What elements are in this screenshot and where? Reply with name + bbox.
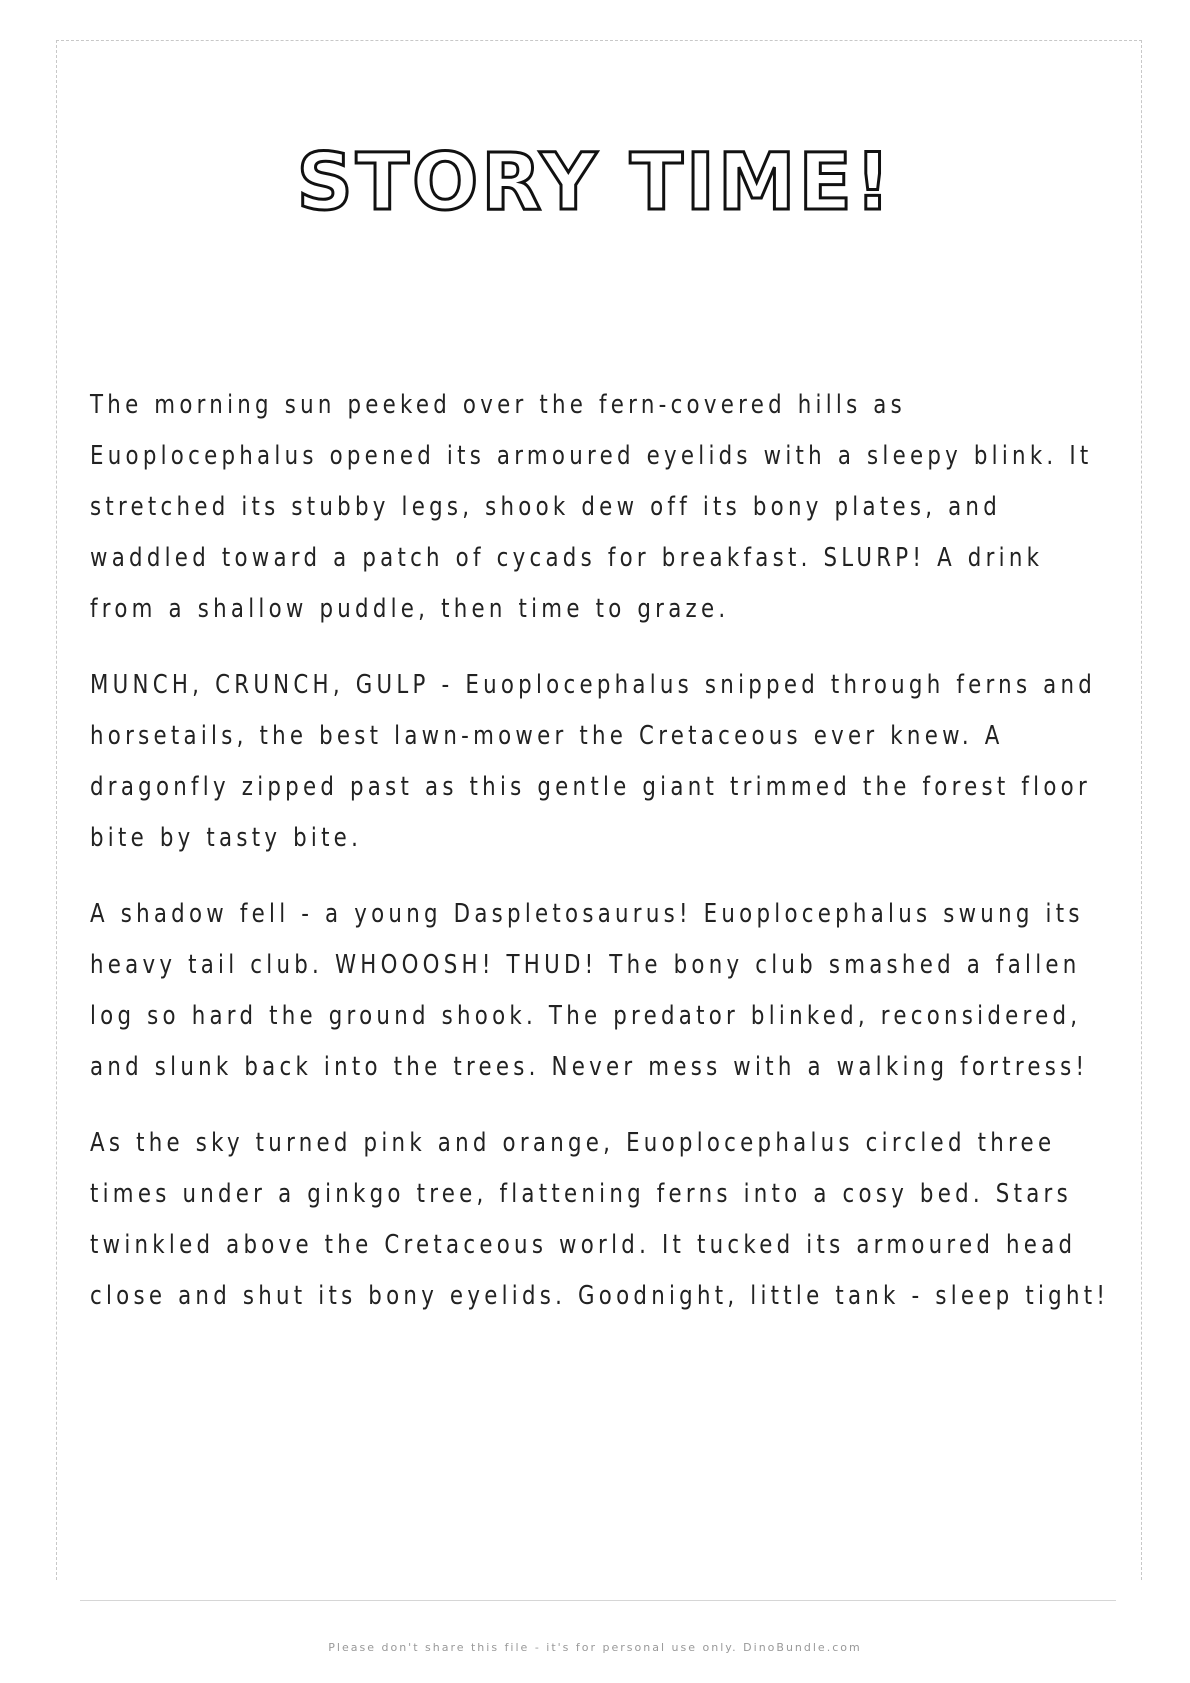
story-paragraph-4: As the sky turned pink and orange, Euoplocephalus circled three times under a ginkgo tree, flattening ferns into a cosy bed. Stars twinkled above the Cretaceous world. It tucked its armoured head close and shut its bony eyelids. Goodnight, little tank - sleep tight! (90, 1128, 1110, 1311)
story-paragraph-3: A shadow fell - a young Daspletosaurus! Euoplocephalus swung its heavy tail club. WHOOOSH! THUD! The bony club smashed a fallen log so hard the ground shook. The predator blinked, reconsidered, and slunk back into the trees. Never mess with a walking fortress! (90, 899, 1089, 1082)
page-title: STORY TIME! (296, 138, 894, 229)
footer-divider (80, 1600, 1116, 1601)
story-paragraph-1: The morning sun peeked over the fern-covered hills as Euoplocephalus opened its armoured eyelids with a sleepy blink. It stretched its stubby legs, shook dew off its bony plates, and waddled toward a patch of cycads for breakfast. SLURP! A drink from a shallow puddle, then time to graze. (90, 390, 1093, 624)
story-paragraph-2: MUNCH, CRUNCH, GULP - Euoplocephalus snipped through ferns and horsetails, the best lawn-mower the Cretaceous ever knew. A dragonfly zipped past as this gentle giant trimmed the forest floor bite by tasty bite. (90, 670, 1097, 853)
story-body (90, 380, 1120, 1347)
footer-copyright-note: Please don't share this file - it's for personal use only. DinoBundle.com (328, 1641, 862, 1654)
